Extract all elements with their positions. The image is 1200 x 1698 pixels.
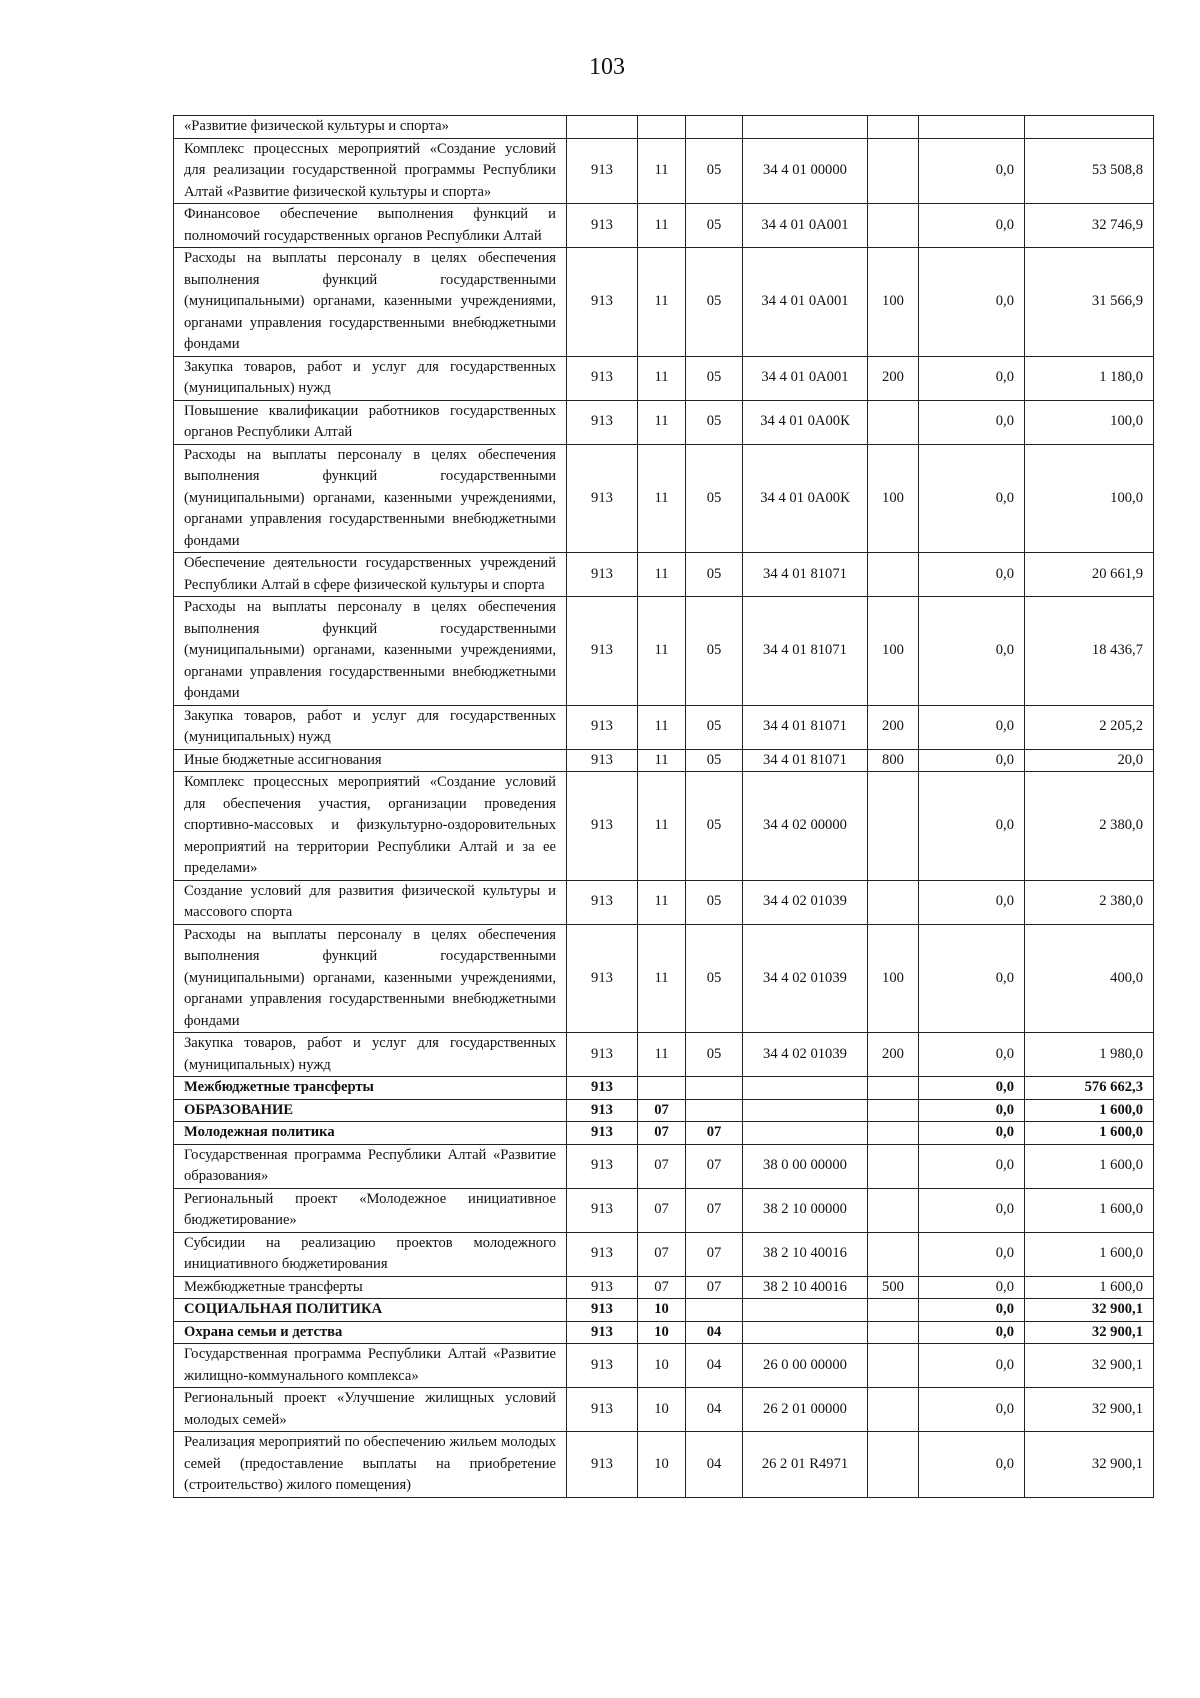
cell-target-article: 34 4 01 0А00К xyxy=(743,444,868,553)
cell-subsection: 05 xyxy=(686,204,743,248)
cell-admin-code: 913 xyxy=(567,356,638,400)
cell-subsection: 04 xyxy=(686,1388,743,1432)
cell-admin-code: 913 xyxy=(567,880,638,924)
cell-value-2: 100,0 xyxy=(1025,400,1154,444)
cell-target-article: 34 4 02 01039 xyxy=(743,924,868,1033)
cell-expense-type xyxy=(868,1232,919,1276)
cell-value-2: 32 900,1 xyxy=(1025,1388,1154,1432)
cell-section: 11 xyxy=(638,553,686,597)
cell-description: Закупка товаров, работ и услуг для государственных (муниципальных) нужд xyxy=(174,705,567,749)
cell-subsection: 05 xyxy=(686,248,743,357)
table-row xyxy=(174,1077,1154,1100)
cell-admin-code: 913 xyxy=(567,1276,638,1299)
cell-admin-code: 913 xyxy=(567,1099,638,1122)
cell-section: 11 xyxy=(638,597,686,706)
cell-subsection: 07 xyxy=(686,1232,743,1276)
cell-admin-code: 913 xyxy=(567,1077,638,1100)
cell-value-2: 1 180,0 xyxy=(1025,356,1154,400)
cell-value-2: 18 436,7 xyxy=(1025,597,1154,706)
cell-value-2: 20 661,9 xyxy=(1025,553,1154,597)
table-row xyxy=(174,1388,1154,1432)
cell-value-1: 0,0 xyxy=(919,1232,1025,1276)
cell-target-article: 38 2 10 00000 xyxy=(743,1188,868,1232)
cell-expense-type xyxy=(868,400,919,444)
cell-value-2: 31 566,9 xyxy=(1025,248,1154,357)
cell-target-article: 34 4 01 81071 xyxy=(743,749,868,772)
cell-admin-code: 913 xyxy=(567,248,638,357)
cell-target-article xyxy=(743,1299,868,1322)
cell-section: 10 xyxy=(638,1321,686,1344)
cell-expense-type xyxy=(868,880,919,924)
cell-subsection: 05 xyxy=(686,444,743,553)
cell-expense-type: 200 xyxy=(868,705,919,749)
cell-subsection xyxy=(686,1099,743,1122)
cell-value-1: 0,0 xyxy=(919,1344,1025,1388)
cell-admin-code: 913 xyxy=(567,444,638,553)
cell-value-1: 0,0 xyxy=(919,597,1025,706)
cell-expense-type xyxy=(868,204,919,248)
cell-target-article xyxy=(743,1122,868,1145)
cell-value-1: 0,0 xyxy=(919,705,1025,749)
cell-target-article: 26 2 01 00000 xyxy=(743,1388,868,1432)
cell-section: 07 xyxy=(638,1188,686,1232)
cell-value-2: 2 205,2 xyxy=(1025,705,1154,749)
cell-section: 07 xyxy=(638,1144,686,1188)
cell-description: Региональный проект «Молодежное инициативное бюджетирование» xyxy=(174,1188,567,1232)
cell-description: Реализация мероприятий по обеспечению жильем молодых семей (предоставление выплаты на приобретение (строительство) жилого помещения) xyxy=(174,1432,567,1498)
table-row xyxy=(174,1321,1154,1344)
cell-target-article xyxy=(743,116,868,139)
cell-value-2: 32 900,1 xyxy=(1025,1344,1154,1388)
cell-value-2: 1 600,0 xyxy=(1025,1276,1154,1299)
cell-subsection: 05 xyxy=(686,1033,743,1077)
cell-description: Обеспечение деятельности государственных учреждений Республики Алтай в сфере физической культуры и спорта xyxy=(174,553,567,597)
cell-target-article: 34 4 01 81071 xyxy=(743,597,868,706)
cell-subsection: 05 xyxy=(686,597,743,706)
cell-subsection: 05 xyxy=(686,356,743,400)
cell-subsection: 05 xyxy=(686,553,743,597)
cell-value-1: 0,0 xyxy=(919,1299,1025,1322)
cell-subsection: 07 xyxy=(686,1144,743,1188)
cell-subsection: 07 xyxy=(686,1188,743,1232)
cell-admin-code: 913 xyxy=(567,1321,638,1344)
cell-value-2: 32 900,1 xyxy=(1025,1321,1154,1344)
table-row xyxy=(174,138,1154,204)
cell-admin-code: 913 xyxy=(567,400,638,444)
cell-value-2: 2 380,0 xyxy=(1025,880,1154,924)
cell-target-article: 38 0 00 00000 xyxy=(743,1144,868,1188)
cell-admin-code: 913 xyxy=(567,1188,638,1232)
cell-subsection: 05 xyxy=(686,924,743,1033)
cell-subsection: 04 xyxy=(686,1321,743,1344)
cell-target-article: 34 4 01 0А001 xyxy=(743,356,868,400)
cell-value-1: 0,0 xyxy=(919,553,1025,597)
cell-expense-type: 200 xyxy=(868,1033,919,1077)
cell-description: «Развитие физической культуры и спорта» xyxy=(174,116,567,139)
cell-description: Межбюджетные трансферты xyxy=(174,1077,567,1100)
cell-value-1: 0,0 xyxy=(919,924,1025,1033)
cell-expense-type xyxy=(868,1122,919,1145)
cell-target-article: 38 2 10 40016 xyxy=(743,1276,868,1299)
table-row xyxy=(174,772,1154,881)
cell-admin-code: 913 xyxy=(567,1033,638,1077)
cell-expense-type xyxy=(868,1388,919,1432)
cell-admin-code: 913 xyxy=(567,553,638,597)
table-row xyxy=(174,400,1154,444)
cell-admin-code: 913 xyxy=(567,138,638,204)
cell-description: Повышение квалификации работников государственных органов Республики Алтай xyxy=(174,400,567,444)
cell-expense-type: 200 xyxy=(868,356,919,400)
cell-description: Комплекс процессных мероприятий «Создание условий для обеспечения участия, организации проведения спортивно-массовых и физкультурно-оздоровительных мероприятий на территории Республики Алтай и за ее пределами» xyxy=(174,772,567,881)
cell-admin-code: 913 xyxy=(567,1299,638,1322)
cell-subsection: 07 xyxy=(686,1276,743,1299)
cell-description: ОБРАЗОВАНИЕ xyxy=(174,1099,567,1122)
cell-value-2: 1 600,0 xyxy=(1025,1099,1154,1122)
cell-section: 11 xyxy=(638,138,686,204)
cell-expense-type xyxy=(868,553,919,597)
cell-admin-code: 913 xyxy=(567,1122,638,1145)
cell-value-1: 0,0 xyxy=(919,356,1025,400)
cell-value-2: 20,0 xyxy=(1025,749,1154,772)
cell-value-2: 32 900,1 xyxy=(1025,1299,1154,1322)
cell-subsection: 05 xyxy=(686,749,743,772)
cell-description: Финансовое обеспечение выполнения функций и полномочий государственных органов Республики Алтай xyxy=(174,204,567,248)
cell-target-article: 34 4 01 81071 xyxy=(743,705,868,749)
cell-target-article: 34 4 02 01039 xyxy=(743,880,868,924)
cell-value-2: 1 980,0 xyxy=(1025,1033,1154,1077)
cell-description: Расходы на выплаты персоналу в целях обеспечения выполнения функций государственными (муниципальными) органами, казенными учреждениями, органами управления государственными внебюджетными фондами xyxy=(174,248,567,357)
cell-section: 07 xyxy=(638,1232,686,1276)
table-row xyxy=(174,356,1154,400)
cell-section: 11 xyxy=(638,204,686,248)
table-row xyxy=(174,248,1154,357)
cell-value-1: 0,0 xyxy=(919,772,1025,881)
cell-section: 11 xyxy=(638,1033,686,1077)
cell-description: Расходы на выплаты персоналу в целях обеспечения выполнения функций государственными (муниципальными) органами, казенными учреждениями, органами управления государственными внебюджетными фондами xyxy=(174,924,567,1033)
cell-value-2: 53 508,8 xyxy=(1025,138,1154,204)
cell-admin-code: 913 xyxy=(567,597,638,706)
table-row xyxy=(174,1344,1154,1388)
cell-description: Иные бюджетные ассигнования xyxy=(174,749,567,772)
table-row xyxy=(174,1188,1154,1232)
cell-section: 07 xyxy=(638,1122,686,1145)
cell-admin-code: 913 xyxy=(567,1388,638,1432)
cell-section: 11 xyxy=(638,356,686,400)
cell-value-1: 0,0 xyxy=(919,880,1025,924)
cell-value-1: 0,0 xyxy=(919,1077,1025,1100)
cell-expense-type xyxy=(868,1188,919,1232)
cell-description: Комплекс процессных мероприятий «Создание условий для реализации государственной программы Республики Алтай «Развитие физической культуры и спорта» xyxy=(174,138,567,204)
cell-value-1: 0,0 xyxy=(919,1432,1025,1498)
cell-admin-code: 913 xyxy=(567,705,638,749)
cell-subsection: 05 xyxy=(686,400,743,444)
cell-expense-type xyxy=(868,1321,919,1344)
cell-description: Региональный проект «Улучшение жилищных условий молодых семей» xyxy=(174,1388,567,1432)
cell-target-article: 34 4 02 00000 xyxy=(743,772,868,881)
cell-value-1: 0,0 xyxy=(919,1099,1025,1122)
cell-subsection xyxy=(686,1077,743,1100)
cell-section: 10 xyxy=(638,1344,686,1388)
cell-target-article: 34 4 01 0А001 xyxy=(743,204,868,248)
cell-target-article: 38 2 10 40016 xyxy=(743,1232,868,1276)
cell-value-2 xyxy=(1025,116,1154,139)
cell-value-1: 0,0 xyxy=(919,1033,1025,1077)
cell-description: Молодежная политика xyxy=(174,1122,567,1145)
table-row xyxy=(174,444,1154,553)
cell-admin-code: 913 xyxy=(567,1344,638,1388)
cell-value-1: 0,0 xyxy=(919,1321,1025,1344)
table-row xyxy=(174,204,1154,248)
cell-subsection: 07 xyxy=(686,1122,743,1145)
cell-value-2: 32 900,1 xyxy=(1025,1432,1154,1498)
cell-value-1: 0,0 xyxy=(919,749,1025,772)
cell-admin-code: 913 xyxy=(567,772,638,881)
cell-expense-type: 100 xyxy=(868,248,919,357)
cell-description: Создание условий для развития физической культуры и массового спорта xyxy=(174,880,567,924)
cell-target-article: 34 4 01 81071 xyxy=(743,553,868,597)
cell-value-2: 1 600,0 xyxy=(1025,1122,1154,1145)
cell-subsection xyxy=(686,1299,743,1322)
cell-target-article: 34 4 01 0А00К xyxy=(743,400,868,444)
cell-expense-type xyxy=(868,1432,919,1498)
cell-target-article: 34 4 02 01039 xyxy=(743,1033,868,1077)
cell-subsection xyxy=(686,116,743,139)
cell-description: Государственная программа Республики Алтай «Развитие образования» xyxy=(174,1144,567,1188)
budget-table xyxy=(173,115,1154,1498)
cell-expense-type xyxy=(868,138,919,204)
cell-section: 10 xyxy=(638,1299,686,1322)
table-row xyxy=(174,924,1154,1033)
cell-value-2: 576 662,3 xyxy=(1025,1077,1154,1100)
cell-description: Закупка товаров, работ и услуг для государственных (муниципальных) нужд xyxy=(174,1033,567,1077)
table-row xyxy=(174,1033,1154,1077)
cell-value-1: 0,0 xyxy=(919,1276,1025,1299)
table-row xyxy=(174,1276,1154,1299)
cell-expense-type: 100 xyxy=(868,444,919,553)
cell-description: Расходы на выплаты персоналу в целях обеспечения выполнения функций государственными (муниципальными) органами, казенными учреждениями, органами управления государственными внебюджетными фондами xyxy=(174,444,567,553)
page-number: 103 xyxy=(589,54,625,80)
cell-target-article: 34 4 01 0А001 xyxy=(743,248,868,357)
cell-section: 11 xyxy=(638,248,686,357)
cell-section: 11 xyxy=(638,772,686,881)
cell-expense-type xyxy=(868,116,919,139)
cell-section: 11 xyxy=(638,880,686,924)
table-row xyxy=(174,1232,1154,1276)
cell-admin-code: 913 xyxy=(567,1144,638,1188)
table-row xyxy=(174,705,1154,749)
cell-section xyxy=(638,1077,686,1100)
cell-section: 11 xyxy=(638,444,686,553)
cell-section: 11 xyxy=(638,705,686,749)
cell-expense-type xyxy=(868,1077,919,1100)
cell-expense-type: 800 xyxy=(868,749,919,772)
cell-expense-type: 500 xyxy=(868,1276,919,1299)
table-row xyxy=(174,1099,1154,1122)
cell-expense-type xyxy=(868,1344,919,1388)
cell-admin-code: 913 xyxy=(567,204,638,248)
cell-expense-type xyxy=(868,1299,919,1322)
table-row xyxy=(174,749,1154,772)
table-row xyxy=(174,1144,1154,1188)
cell-section: 10 xyxy=(638,1388,686,1432)
cell-target-article: 26 2 01 R4971 xyxy=(743,1432,868,1498)
cell-description: Межбюджетные трансферты xyxy=(174,1276,567,1299)
cell-value-2: 1 600,0 xyxy=(1025,1232,1154,1276)
cell-description: СОЦИАЛЬНАЯ ПОЛИТИКА xyxy=(174,1299,567,1322)
cell-expense-type xyxy=(868,1144,919,1188)
table-body xyxy=(174,116,1154,1498)
cell-subsection: 04 xyxy=(686,1344,743,1388)
cell-section: 10 xyxy=(638,1432,686,1498)
cell-section: 11 xyxy=(638,924,686,1033)
cell-section xyxy=(638,116,686,139)
cell-value-2: 400,0 xyxy=(1025,924,1154,1033)
cell-section: 07 xyxy=(638,1099,686,1122)
table-row xyxy=(174,1299,1154,1322)
cell-subsection: 05 xyxy=(686,772,743,881)
cell-target-article: 26 0 00 00000 xyxy=(743,1344,868,1388)
cell-value-2: 1 600,0 xyxy=(1025,1144,1154,1188)
cell-section: 11 xyxy=(638,400,686,444)
cell-value-1 xyxy=(919,116,1025,139)
cell-expense-type: 100 xyxy=(868,597,919,706)
cell-subsection: 05 xyxy=(686,138,743,204)
cell-expense-type xyxy=(868,772,919,881)
cell-target-article xyxy=(743,1077,868,1100)
cell-description: Закупка товаров, работ и услуг для государственных (муниципальных) нужд xyxy=(174,356,567,400)
table-row xyxy=(174,880,1154,924)
cell-admin-code: 913 xyxy=(567,749,638,772)
cell-value-1: 0,0 xyxy=(919,1388,1025,1432)
cell-value-2: 100,0 xyxy=(1025,444,1154,553)
table-row xyxy=(174,553,1154,597)
cell-description: Охрана семьи и детства xyxy=(174,1321,567,1344)
cell-value-1: 0,0 xyxy=(919,444,1025,553)
cell-value-1: 0,0 xyxy=(919,248,1025,357)
cell-description: Субсидии на реализацию проектов молодежного инициативного бюджетирования xyxy=(174,1232,567,1276)
cell-value-1: 0,0 xyxy=(919,1188,1025,1232)
cell-target-article: 34 4 01 00000 xyxy=(743,138,868,204)
cell-value-1: 0,0 xyxy=(919,204,1025,248)
cell-admin-code: 913 xyxy=(567,1432,638,1498)
cell-description: Расходы на выплаты персоналу в целях обеспечения выполнения функций государственными (муниципальными) органами, казенными учреждениями, органами управления государственными внебюджетными фондами xyxy=(174,597,567,706)
cell-value-2: 1 600,0 xyxy=(1025,1188,1154,1232)
cell-admin-code: 913 xyxy=(567,924,638,1033)
cell-value-1: 0,0 xyxy=(919,138,1025,204)
cell-admin-code: 913 xyxy=(567,1232,638,1276)
cell-subsection: 04 xyxy=(686,1432,743,1498)
cell-expense-type xyxy=(868,1099,919,1122)
cell-value-1: 0,0 xyxy=(919,1122,1025,1145)
cell-value-1: 0,0 xyxy=(919,1144,1025,1188)
cell-subsection: 05 xyxy=(686,705,743,749)
cell-description: Государственная программа Республики Алтай «Развитие жилищно-коммунального комплекса» xyxy=(174,1344,567,1388)
cell-section: 11 xyxy=(638,749,686,772)
cell-section: 07 xyxy=(638,1276,686,1299)
table-row xyxy=(174,116,1154,139)
cell-expense-type: 100 xyxy=(868,924,919,1033)
cell-value-2: 32 746,9 xyxy=(1025,204,1154,248)
table-row xyxy=(174,597,1154,706)
cell-subsection: 05 xyxy=(686,880,743,924)
cell-value-2: 2 380,0 xyxy=(1025,772,1154,881)
cell-admin-code xyxy=(567,116,638,139)
cell-value-1: 0,0 xyxy=(919,400,1025,444)
cell-target-article xyxy=(743,1099,868,1122)
table-row xyxy=(174,1432,1154,1498)
table-row xyxy=(174,1122,1154,1145)
cell-target-article xyxy=(743,1321,868,1344)
